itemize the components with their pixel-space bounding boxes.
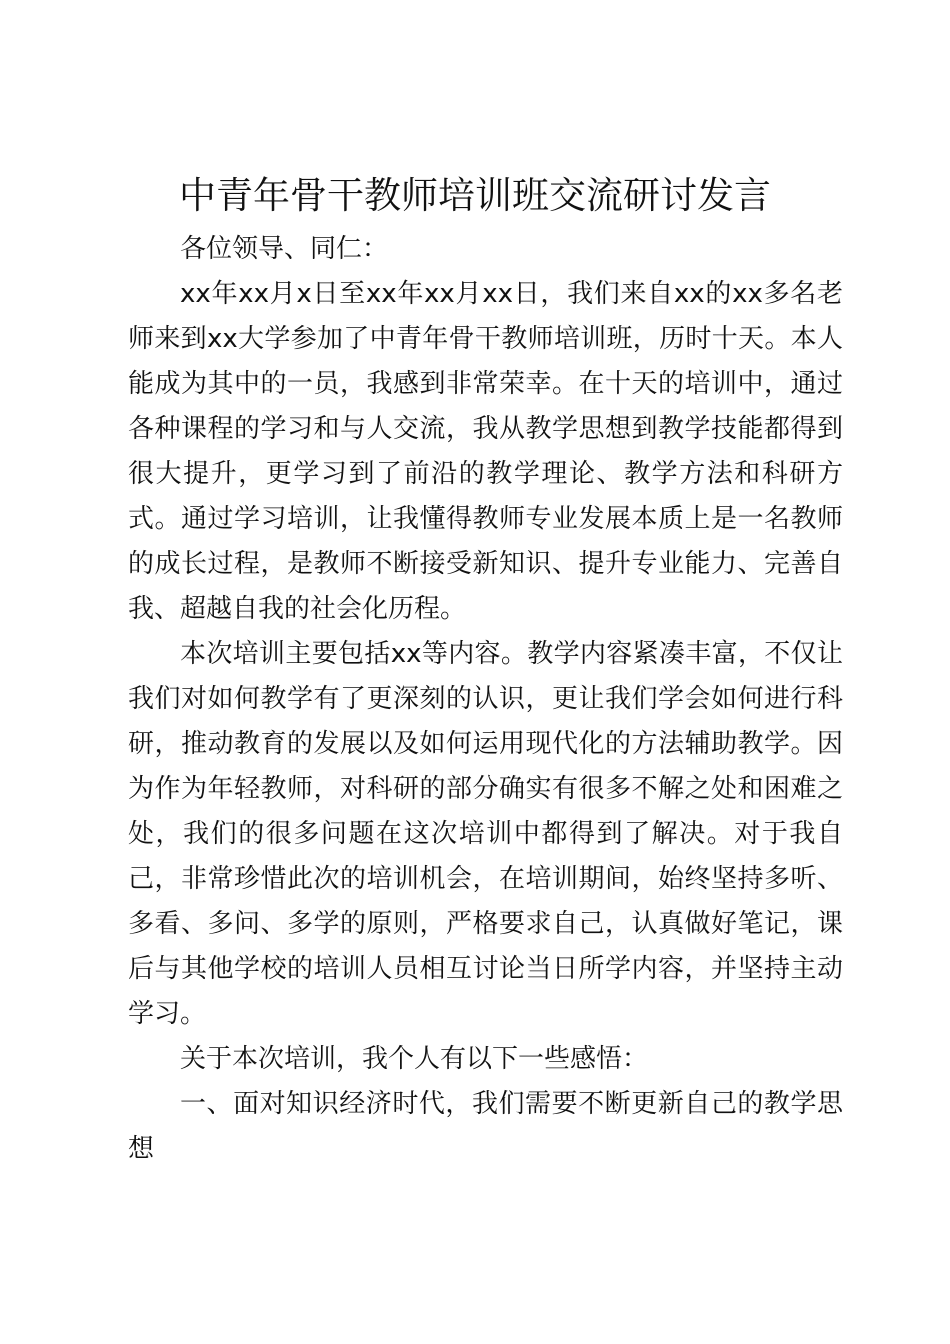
document-body <box>128 227 843 1172</box>
paragraph-1: xx年xx月x日至xx年xx月xx日，我们来自xx的xx多名老师来到xx大学参加了中青年骨干教师培训班，历时十天。本人能成为其中的一员，我感到非常荣幸。在十天的培训中，通过各种课程的学习和与人交流，我从教学思想到教学技能都得到很大提升，更学习到了前沿的教学理论、教学方法和科研方式。通过学习培训，让我懂得教师专业发展本质上是一名教师的成长过程，是教师不断接受新知识、提升专业能力、完善自我、超越自我的社会化历程。 <box>128 279 843 624</box>
document-title: 中青年骨干教师培训班交流研讨发言 <box>179 174 771 217</box>
paragraph-3: 关于本次培训，我个人有以下一些感悟： <box>180 1044 649 1074</box>
salutation: 各位领导、同仁： <box>180 234 389 264</box>
section-heading: 一、面对知识经济时代，我们需要不断更新自己的教学思想 <box>128 1089 843 1164</box>
paragraph-2: 本次培训主要包括xx等内容。教学内容紧凑丰富，不仅让我们对如何教学有了更深刻的认识，更让我们学会如何进行科研，推动教育的发展以及如何运用现代化的方法辅助教学。因为作为年轻教师，对科研的部分确实有很多不解之处和困难之处，我们的很多问题在这次培训中都得到了解决。对于我自己，非常珍惜此次的培训机会，在培训期间，始终坚持多听、多看、多问、多学的原则，严格要求自己，认真做好笔记，课后与其他学校的培训人员相互讨论当日所学内容，并坚持主动学习。 <box>128 639 843 1029</box>
